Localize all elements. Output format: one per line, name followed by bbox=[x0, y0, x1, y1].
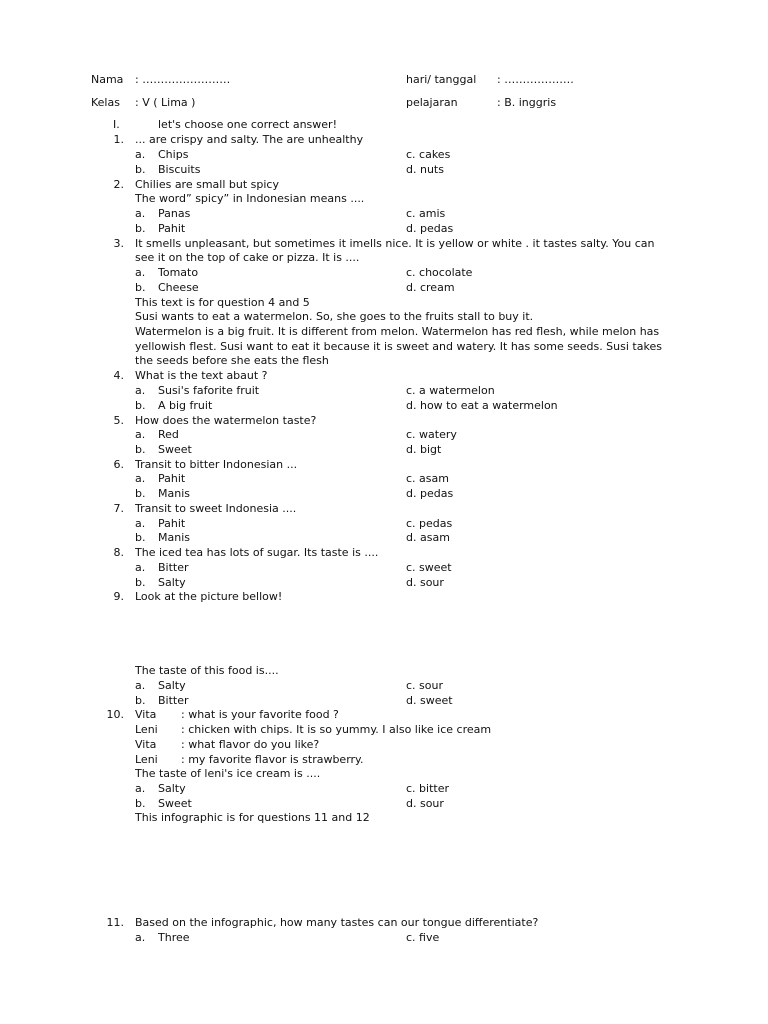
q10-option-b: Sweet bbox=[158, 797, 192, 810]
q8-option-b: Salty bbox=[158, 576, 186, 589]
passage-line-1: Susi wants to eat a watermelon. So, she goes to the fruits stall to buy it. bbox=[135, 310, 534, 323]
q10-dialog-1-text: : what is your favorite food ? bbox=[181, 708, 339, 721]
q9-number: 9. bbox=[113, 590, 124, 603]
q6-option-b: Manis bbox=[158, 487, 190, 500]
q10-dialog-4-name: Leni bbox=[135, 753, 158, 766]
q1-option-b: Biscuits bbox=[158, 163, 201, 176]
q8-option-d: d. sour bbox=[406, 576, 444, 589]
q3-text: It smells unpleasant, but sometimes it imells nice. It is yellow or white . it tastes salty. You can bbox=[135, 237, 655, 250]
q10-dialog-2-name: Leni bbox=[135, 723, 158, 736]
q6-number: 6. bbox=[113, 458, 124, 471]
q10-a-letter: a. bbox=[135, 782, 146, 795]
q9-text: Look at the picture bellow! bbox=[135, 590, 283, 603]
q11-text: Based on the infographic, how many tastes can our tongue differentiate? bbox=[135, 916, 539, 929]
q3-a-letter: a. bbox=[135, 266, 146, 279]
hari-label: hari/ tanggal bbox=[406, 73, 477, 86]
q11-number: 11. bbox=[106, 916, 124, 929]
q2-option-b: Pahit bbox=[158, 222, 186, 235]
q6-b-letter: b. bbox=[135, 487, 146, 500]
q8-a-letter: a. bbox=[135, 561, 146, 574]
q4-a-letter: a. bbox=[135, 384, 146, 397]
q4-number: 4. bbox=[113, 369, 124, 382]
nama-label: Nama bbox=[91, 73, 124, 86]
q6-text: Transit to bitter Indonesian ... bbox=[135, 458, 298, 471]
q5-text: How does the watermelon taste? bbox=[135, 414, 317, 427]
section-instruction: let's choose one correct answer! bbox=[158, 118, 337, 131]
q7-option-a: Pahit bbox=[158, 517, 186, 530]
q10-dialog-3-name: Vita bbox=[135, 738, 157, 751]
q1-option-c: c. cakes bbox=[406, 148, 451, 161]
q6-option-d: d. pedas bbox=[406, 487, 454, 500]
q3-option-a: Tomato bbox=[158, 266, 199, 279]
q10-dialog-4-text: : my favorite flavor is strawberry. bbox=[181, 753, 364, 766]
q4-option-c: c. a watermelon bbox=[406, 384, 495, 397]
q3-text-2: see it on the top of cake or pizza. It is .... bbox=[135, 251, 360, 264]
q8-number: 8. bbox=[113, 546, 124, 559]
q5-b-letter: b. bbox=[135, 443, 146, 456]
q3-number: 3. bbox=[113, 237, 124, 250]
kelas-label: Kelas bbox=[91, 96, 120, 109]
section-roman: I. bbox=[113, 118, 120, 131]
q6-a-letter: a. bbox=[135, 472, 146, 485]
q1-number: 1. bbox=[113, 133, 124, 146]
q1-option-d: d. nuts bbox=[406, 163, 444, 176]
q10-dialog-1-name: Vita bbox=[135, 708, 157, 721]
nama-value: : …………………… bbox=[135, 73, 231, 86]
q9-a-letter: a. bbox=[135, 679, 146, 692]
q2-option-c: c. amis bbox=[406, 207, 446, 220]
q8-text: The iced tea has lots of sugar. Its taste is .... bbox=[135, 546, 379, 559]
q1-b-letter: b. bbox=[135, 163, 146, 176]
q2-text-2: The word” spicy” in Indonesian means .... bbox=[135, 192, 365, 205]
q8-option-c: c. sweet bbox=[406, 561, 452, 574]
q2-text: Chilies are small but spicy bbox=[135, 178, 279, 191]
q6-option-a: Pahit bbox=[158, 472, 186, 485]
q10-b-letter: b. bbox=[135, 797, 146, 810]
q2-option-a: Panas bbox=[158, 207, 191, 220]
q10-dialog-3-text: : what flavor do you like? bbox=[181, 738, 320, 751]
passage-line-2: Watermelon is a big fruit. It is different from melon. Watermelon has red flesh, while melon has bbox=[135, 325, 660, 338]
q10-option-d: d. sour bbox=[406, 797, 444, 810]
q9-b-letter: b. bbox=[135, 694, 146, 707]
q2-b-letter: b. bbox=[135, 222, 146, 235]
q7-option-c: c. pedas bbox=[406, 517, 453, 530]
q9-option-b: Bitter bbox=[158, 694, 189, 707]
q9-picture-area bbox=[135, 606, 435, 662]
q3-b-letter: b. bbox=[135, 281, 146, 294]
q8-option-a: Bitter bbox=[158, 561, 189, 574]
q1-a-letter: a. bbox=[135, 148, 146, 161]
q11-option-a: Three bbox=[158, 931, 190, 944]
q9-option-a: Salty bbox=[158, 679, 186, 692]
q5-option-d: d. bigt bbox=[406, 443, 442, 456]
passage-line-4: the seeds before she eats the flesh bbox=[135, 354, 329, 367]
q5-number: 5. bbox=[113, 414, 124, 427]
passage-line-3: yellowish flest. Susi want to eat it because it is sweet and watery. It has some seeds. Susi takes bbox=[135, 340, 662, 353]
q2-option-d: d. pedas bbox=[406, 222, 454, 235]
q1-text: ... are crispy and salty. The are unhealthy bbox=[135, 133, 364, 146]
hari-value: : ………………. bbox=[497, 73, 574, 86]
q10-option-c: c. bitter bbox=[406, 782, 449, 795]
q6-option-c: c. asam bbox=[406, 472, 449, 485]
pelajaran-label: pelajaran bbox=[406, 96, 458, 109]
q4-text: What is the text abaut ? bbox=[135, 369, 268, 382]
q2-number: 2. bbox=[113, 178, 124, 191]
q5-option-a: Red bbox=[158, 428, 179, 441]
infographic-note: This infographic is for questions 11 and 12 bbox=[135, 811, 370, 824]
q4-b-letter: b. bbox=[135, 399, 146, 412]
q3-option-d: d. cream bbox=[406, 281, 455, 294]
q4-option-a: Susi's faforite fruit bbox=[158, 384, 260, 397]
q3-option-b: Cheese bbox=[158, 281, 199, 294]
q9-text-2: The taste of this food is.... bbox=[135, 664, 279, 677]
q7-text: Transit to sweet Indonesia .... bbox=[135, 502, 297, 515]
q4-option-d: d. how to eat a watermelon bbox=[406, 399, 558, 412]
q7-a-letter: a. bbox=[135, 517, 146, 530]
kelas-value: : V ( Lima ) bbox=[135, 96, 196, 109]
q5-option-c: c. watery bbox=[406, 428, 457, 441]
q10-option-a: Salty bbox=[158, 782, 186, 795]
q11-a-letter: a. bbox=[135, 931, 146, 944]
q3-option-c: c. chocolate bbox=[406, 266, 473, 279]
q7-option-d: d. asam bbox=[406, 531, 450, 544]
q4-option-b: A big fruit bbox=[158, 399, 213, 412]
q10-dialog-2-text: : chicken with chips. It is so yummy. I also like ice cream bbox=[181, 723, 492, 736]
q1-option-a: Chips bbox=[158, 148, 189, 161]
q7-b-letter: b. bbox=[135, 531, 146, 544]
q11-option-c: c. five bbox=[406, 931, 440, 944]
q5-option-b: Sweet bbox=[158, 443, 192, 456]
passage-intro: This text is for question 4 and 5 bbox=[135, 296, 310, 309]
q9-option-d: d. sweet bbox=[406, 694, 453, 707]
q5-a-letter: a. bbox=[135, 428, 146, 441]
q10-number: 10. bbox=[106, 708, 124, 721]
q7-number: 7. bbox=[113, 502, 124, 515]
q8-b-letter: b. bbox=[135, 576, 146, 589]
q7-option-b: Manis bbox=[158, 531, 190, 544]
q2-a-letter: a. bbox=[135, 207, 146, 220]
q10-text: The taste of leni's ice cream is .... bbox=[135, 767, 321, 780]
infographic-area bbox=[135, 828, 535, 912]
q9-option-c: c. sour bbox=[406, 679, 443, 692]
pelajaran-value: : B. inggris bbox=[497, 96, 557, 109]
